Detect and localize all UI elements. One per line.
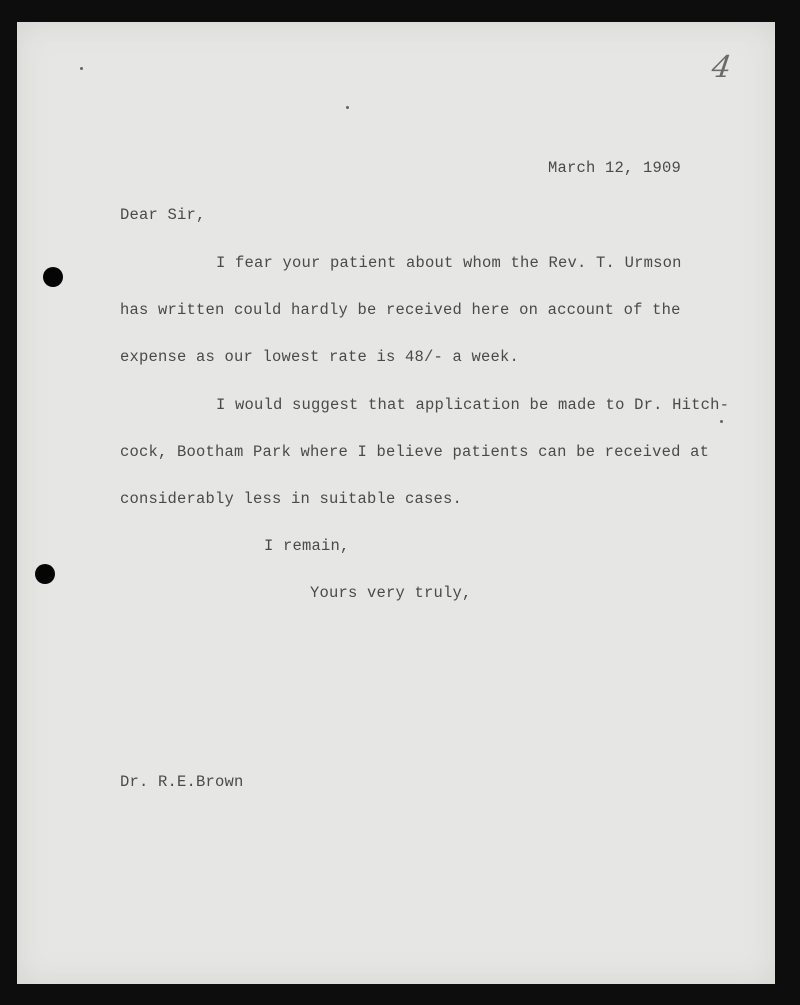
closing-remain: I remain,	[264, 537, 350, 555]
salutation: Dear Sir,	[120, 206, 206, 224]
closing-yours: Yours very truly,	[310, 584, 472, 602]
page-number: 4	[709, 50, 734, 85]
body-line: has written could hardly be received here on account of the	[120, 301, 681, 319]
body-line: I would suggest that application be made to Dr. Hitch-	[216, 396, 730, 414]
letter-date: March 12, 1909	[548, 159, 682, 177]
body-line: I fear your patient about whom the Rev. T. Urmson	[216, 254, 682, 272]
ink-speck	[720, 420, 723, 423]
body-line: cock, Bootham Park where I believe patients can be received at	[120, 443, 710, 461]
body-line: expense as our lowest rate is 48/- a week.	[120, 348, 520, 366]
punch-hole-top	[43, 267, 63, 287]
ink-speck	[80, 67, 83, 70]
addressee: Dr. R.E.Brown	[120, 773, 244, 791]
body-line: considerably less in suitable cases.	[120, 490, 463, 508]
punch-hole-bottom	[35, 564, 55, 584]
ink-speck	[346, 106, 349, 109]
